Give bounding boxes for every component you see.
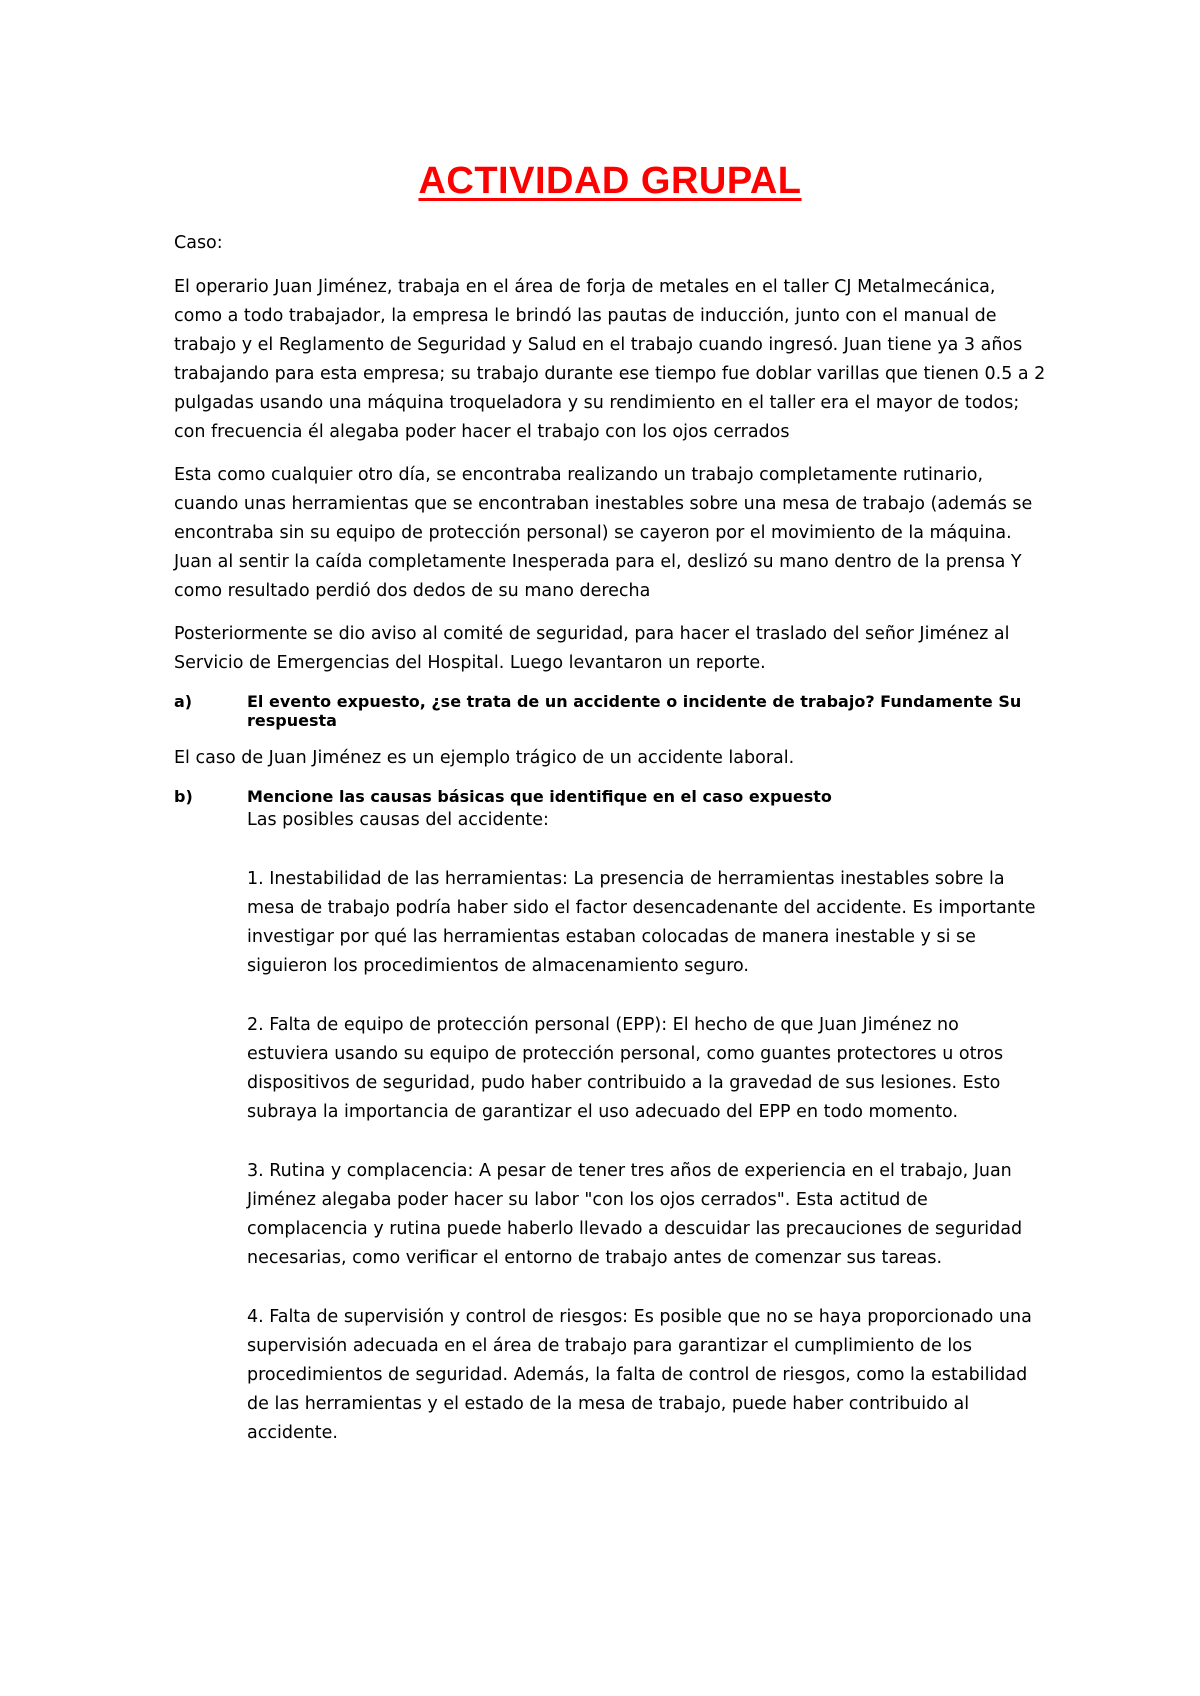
document-page [174,160,1046,1448]
cause-item-2: 2. Falta de equipo de protección personal (EPP): El hecho de que Juan Jiménez no estuviera usando su equipo de protección personal, como guantes protectores u otros dispositivos de seguridad, pudo haber contribuido a la gravedad de sus lesiones. Esto subraya la importancia de garantizar el uso adecuado del EPP en todo momento. [247,1015,1004,1122]
question-b [174,787,1046,806]
case-paragraph-3: Posteriormente se dio aviso al comité de seguridad, para hacer el traslado del señor Jiménez al Servicio de Emergencias del Hospital. Luego levantaron un reporte. [174,624,1010,673]
question-a [174,692,1046,730]
document-title: ACTIVIDAD GRUPAL [418,160,802,202]
cause-item-3: 3. Rutina y complacencia: A pesar de tener tres años de experiencia en el trabajo, Juan Jiménez alegaba poder hacer su labor "con los ojos cerrados". Esta actitud de complacencia y rutina puede haberlo llevado a descuidar las precauciones de seguridad necesarias, como verificar el entorno de trabajo antes de comenzar sus tareas. [247,1161,1023,1268]
question-a-marker: a) [174,692,193,711]
cause-item-1: 1. Inestabilidad de las herramientas: La presencia de herramientas inestables sobre la mesa de trabajo podría haber sido el factor desencadenante del accidente. Es importante investigar por qué las herramientas estaban colocadas de manera inestable y si se siguieron los procedimientos de almacenamiento seguro. [247,869,1036,976]
question-b-block [174,787,1046,1448]
question-a-text: El evento expuesto, ¿se trata de un accidente o incidente de trabajo? Fundamente Su respuesta [247,692,1022,730]
case-paragraph-2: Esta como cualquier otro día, se encontraba realizando un trabajo completamente rutinario, cuando unas herramientas que se encontraban inestables sobre una mesa de trabajo (además se encontraba sin su equipo de protección personal) se cayeron por el movimiento de la máquina. Juan al sentir la caída completamente Inesperada para el, deslizó su mano dentro de la prensa Y como resultado perdió dos dedos de su mano derecha [174,465,1033,601]
case-label: Caso: [174,233,223,253]
question-b-text: Mencione las causas básicas que identifique en el caso expuesto [247,787,832,806]
question-b-marker: b) [174,787,193,806]
cause-item-4: 4. Falta de supervisión y control de riesgos: Es posible que no se haya proporcionado una supervisión adecuada en el área de trabajo para garantizar el cumplimiento de los procedimientos de seguridad. Además, la falta de control de riesgos, como la estabilidad de las herramientas y el estado de la mesa de trabajo, puede haber contribuido al accidente. [247,1307,1032,1443]
question-a-answer: El caso de Juan Jiménez es un ejemplo trágico de un accidente laboral. [174,748,795,768]
case-paragraph-1: El operario Juan Jiménez, trabaja en el área de forja de metales en el taller CJ Metalmecánica, como a todo trabajador, la empresa le brindó las pautas de inducción, junto con el manual de trabajo y el Reglamento de Seguridad y Salud en el trabajo cuando ingresó. Juan tiene ya 3 años trabajando para esta empresa; su trabajo durante ese tiempo fue doblar varillas que tienen 0.5 a 2 pulgadas usando una máquina troqueladora y su rendimiento en el taller era el mayor de todos; con frecuencia él alegaba poder hacer el trabajo con los ojos cerrados [174,277,1046,442]
question-b-intro: Las posibles causas del accidente: [247,810,549,830]
